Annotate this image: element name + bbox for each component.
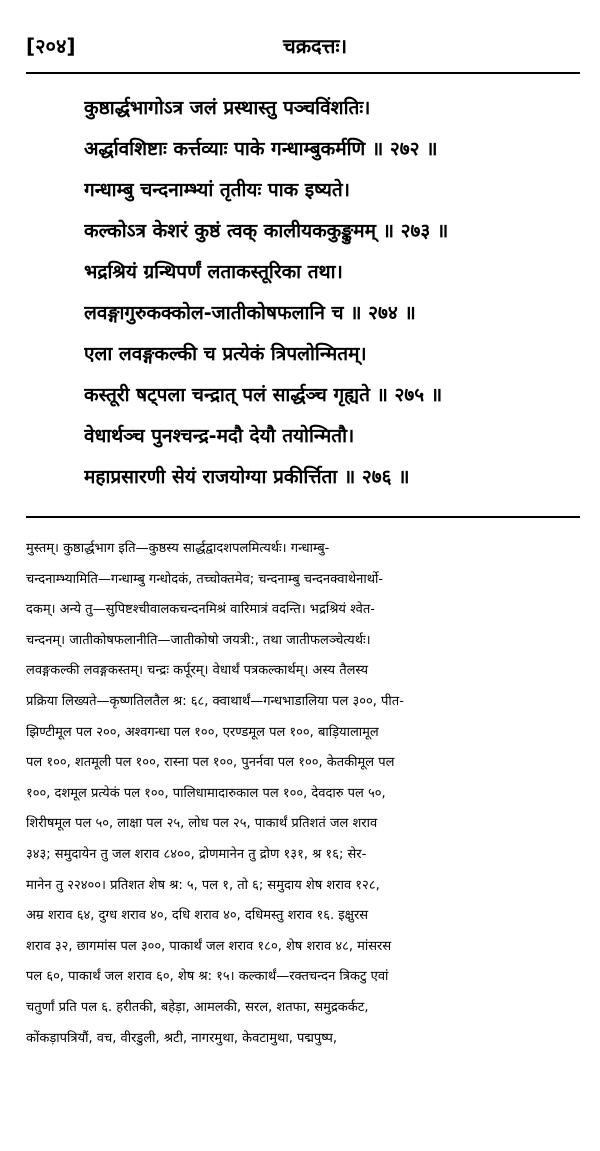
verse-line: कस्तूरी षट्पला चन्द्रात् पलं सार्द्धञ्च गृह्यते ॥ २७५ ॥ (84, 384, 443, 406)
commentary-line: ३४३; समुदायेन तु जल शराव ८४००, द्रोणमानेन तु द्रोण १३१, श्र १६; सेर- (26, 846, 367, 862)
commentary-line: पल ६०, पाकार्थं जल शराव ६०, शेष श्र: १५। कल्कार्थं—रक्तचन्दन त्रिकटु एवां (26, 969, 389, 985)
commentary-line: अम्र शराव ६४, दुग्ध शराव ४०, दधि शराव ४०, दधिमस्तु शराव १६. इक्षुरस (26, 908, 369, 924)
commentary-line: १००, दशमूल प्रत्येकं पल १००, पालिधामादारुकाल पल १००, देवदारु पल ५०, (26, 785, 386, 801)
verse-line: भद्रश्रियं ग्रन्थिपर्णं लताकस्तूरिका तथा। (84, 261, 343, 283)
verse-line: एला लवङ्गकल्की च प्रत्येकं त्रिपलोन्मितम्। (84, 343, 367, 365)
commentary-line: झिण्टीमूल पल २००, अश्वगन्धा पल १००, एरण्डमूल पल १००, बाड़ियालामूल (26, 724, 379, 740)
verse-line: वेधार्थञ्च पुनश्चन्द्र-मदौ देयौ तयोन्मितौ। (84, 425, 355, 447)
commentary-line: दकम्। अन्ये तु—सुपिष्टश्चीवालकचन्दनमिश्रं वारिमात्रं वदन्ति। भद्रश्रियं श्वेत- (26, 602, 375, 618)
verse-block (84, 88, 589, 498)
commentary-line: चन्दनाम्भ्यामिति—गन्धाम्बु गन्धोदकं, तच्चोक्तमेव; चन्दनाम्बु चन्दनक्वाथेनार्थो- (26, 571, 384, 587)
section-divider (26, 516, 580, 518)
verse-line: लवङ्गागुरुकक्कोल-जातीकोषफलानि च ॥ २७४ ॥ (84, 302, 416, 324)
commentary-line: पल १००, शतमूली पल १००, रास्ना पल १००, पुनर्नवा पल १००, केतकीमूल पल (26, 755, 395, 771)
verse-line: कुष्ठार्द्धभागोऽत्र जलं प्रस्थास्तु पञ्चविंशतिः। (84, 97, 371, 119)
commentary-block (26, 534, 584, 1054)
verse-line: गन्धाम्बु चन्दनाम्भ्यां तृतीयः पाक इष्यते। (84, 179, 350, 201)
commentary-line: लवङ्गकल्की लवङ्गकस्तम्। चन्द्रः कर्पूरम्। वेधार्थं पत्रकल्कार्थम्। अस्य तैलस्य (26, 663, 369, 679)
commentary-line: शिरीषमूल पल ५०, लाक्षा पल २५, लोध पल २५, पाकार्थं प्रतिशतं जल शराव (26, 816, 378, 832)
commentary-line: चतुर्णां प्रति पल ६. हरीतकी, बहेड़ा, आमलकी, सरल, शतफा, समुद्रकर्कट, (26, 999, 369, 1015)
commentary-line: शराव ३२, छागमांस पल ३००, पाकार्थं जल शराव १८०, शेष शराव ४८, मांसरस (26, 938, 392, 954)
commentary-line: कोंकड़ापत्रियौं, वच, वीरडुली, श्रटी, नागरमुथा, केवटामुथा, पद्मपुष्प, (26, 1030, 337, 1046)
commentary-line: प्रक्रिया लिख्यते—कृष्णतिलतैल श्र: ६८, क्वाथार्थं—गन्धभाडालिया पल ३००, पीत- (26, 693, 404, 709)
header-rule (26, 72, 580, 74)
verse-line: कल्कोऽत्र केशरं कुष्ठं त्वक् कालीयककुङ्कुमम् ॥ २७३ ॥ (84, 220, 449, 242)
commentary-line: मुस्तम्। कुष्ठार्द्धभाग इति—कुष्ठस्य सार्द्धद्वादशपलमित्यर्थः। गन्धाम्बु- (26, 541, 330, 556)
page-number: [२०४] (26, 34, 76, 58)
page-header (26, 30, 586, 64)
commentary-line: मानेन तु २२४००। प्रतिशत शेष श्र: ५, पल १, तो ६; समुदाय शेष शराव १२८, (26, 877, 380, 893)
verse-line: अर्द्धावशिष्टाः कर्त्तव्याः पाके गन्धाम्बुकर्मणि ॥ २७२ ॥ (84, 138, 438, 160)
verse-line: महाप्रसारणी सेयं राजयोग्या प्रकीर्त्तिता ॥ २७६ ॥ (84, 466, 410, 488)
commentary-line: चन्दनम्। जातीकोषफलानीति—जातीकोषो जयत्री:, तथा जातीफलञ्चेत्यर्थः। (26, 632, 371, 648)
running-title: चक्रदत्तः। (283, 34, 348, 58)
